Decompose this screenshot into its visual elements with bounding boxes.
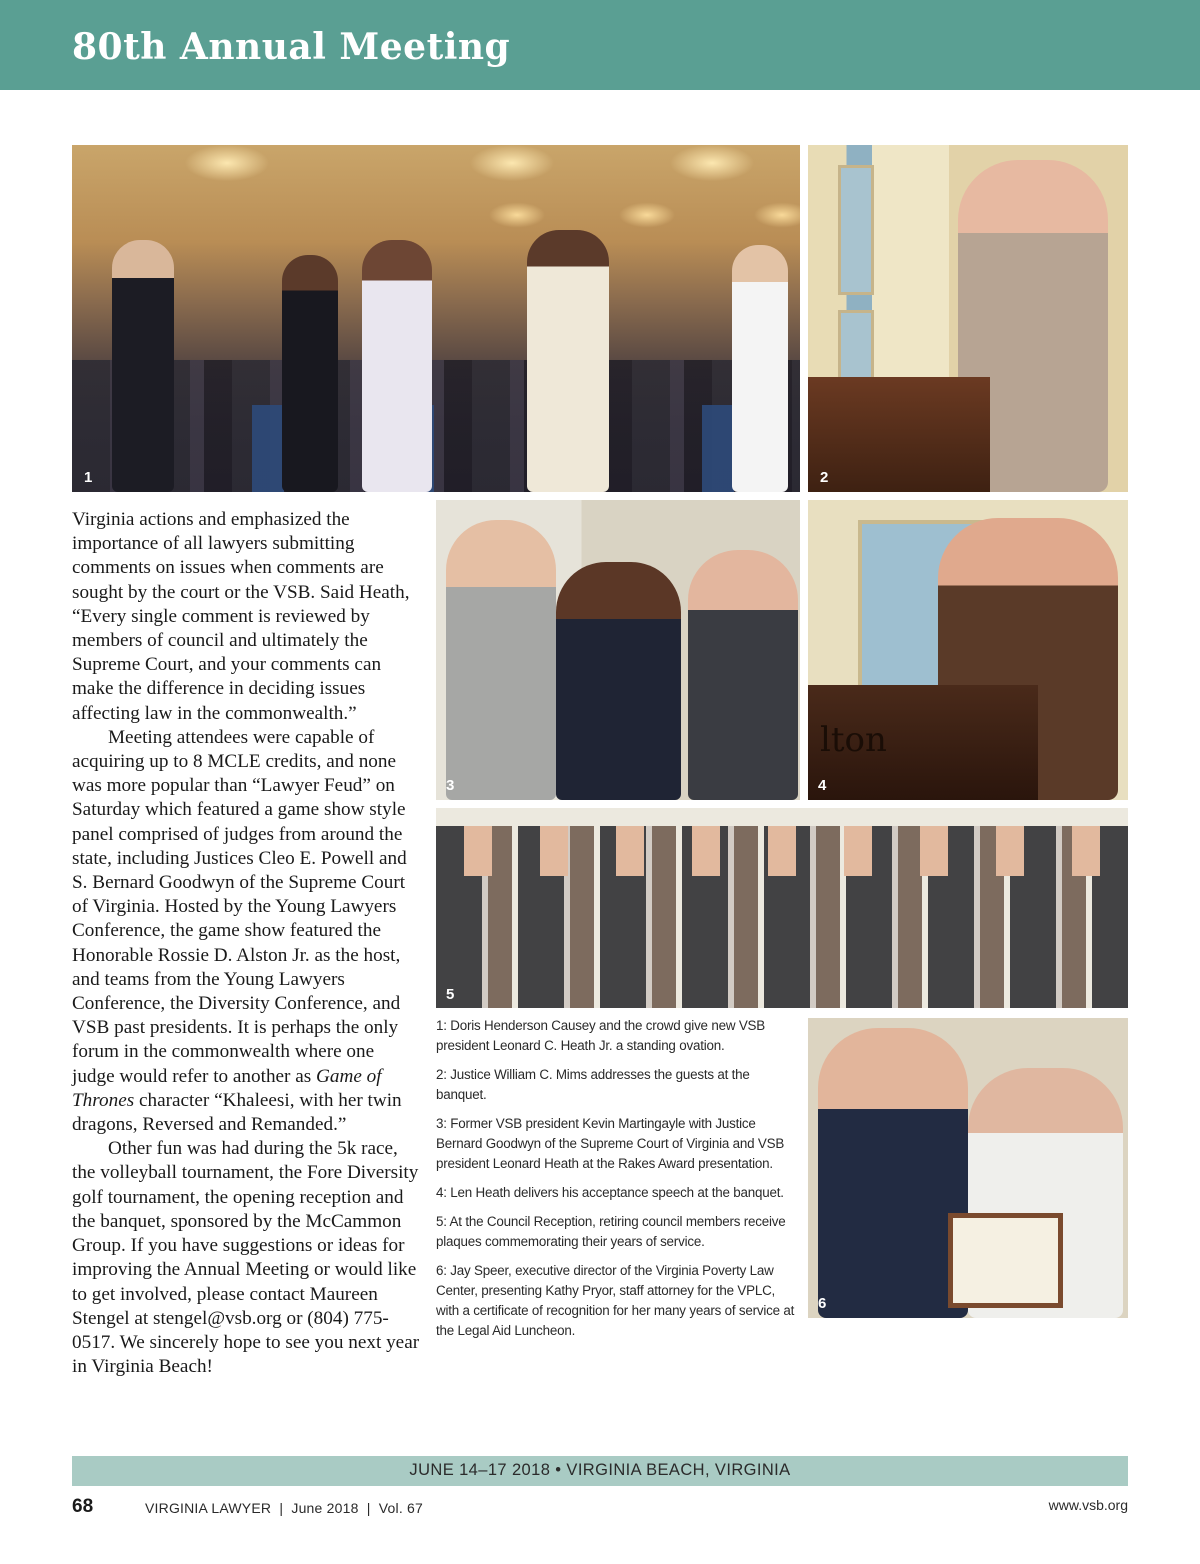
caption: 1: Doris Henderson Causey and the crowd give new VSB president Leonard C. Heath Jr. a standing ovation. — [436, 1018, 766, 1053]
photo-certificate-shape — [948, 1213, 1063, 1308]
header-band — [0, 0, 1200, 90]
podium-sign-text: lton — [820, 720, 887, 760]
photo-figure-shape — [112, 240, 174, 492]
body-paragraph: Other fun was had during the 5k race, the volleyball tournament, the Fore Diversity golf tournament, the opening reception and the banquet, sponsored by the McCammon Group. If you have suggestions or ideas for improving the Annual Meeting or would like to get involved, please contact Maureen Stengel at stengel@vsb.org or (804) 775-0517. We sincerely hope to see you next year in Virginia Beach! — [72, 1138, 420, 1378]
photo-figure-shape — [818, 1028, 968, 1318]
page-title: 80th Annual Meeting — [72, 26, 511, 68]
body-paragraph: Virginia actions and emphasized the importance of all lawyers submitting comments on issues when comments are sought by the court or the VSB. Said Heath, “Every single comment is reviewed by members of council and ultimately the Supreme Court, and your comments can make the difference in deciding issues affecting law in the commonwealth.” — [72, 509, 410, 724]
photo-figure-shape — [556, 562, 681, 800]
photo-figure-shape — [446, 520, 556, 800]
magazine-folio: VIRGINIA LAWYER | June 2018 | Vol. 67 — [145, 1500, 423, 1516]
photo-banquet-standing-ovation — [72, 145, 800, 492]
photo-heads-shape — [436, 826, 1128, 876]
footer-band — [72, 1456, 1128, 1486]
caption: 2: Justice William C. Mims addresses the guests at the banquet. — [436, 1067, 750, 1102]
photo-figure-shape — [688, 550, 798, 800]
photo-figure-shape — [362, 240, 432, 492]
photo-window-shape — [838, 165, 874, 295]
caption: 5: At the Council Reception, retiring council members receive plaques commemorating their years of service. — [436, 1214, 786, 1249]
photo-figure-shape — [732, 245, 788, 492]
photo-figure-shape — [282, 255, 338, 492]
event-dates-location: JUNE 14–17 2018 • VIRGINIA BEACH, VIRGINIA — [409, 1461, 791, 1479]
photo-three-men — [436, 500, 800, 800]
photo-number: 5 — [446, 986, 455, 1003]
photo-certificate-presentation — [808, 1018, 1128, 1318]
body-text-run: character “Khaleesi, with her twin dragons, Reversed and Remanded.” — [72, 1089, 402, 1136]
article-body — [72, 508, 420, 1379]
website-link[interactable]: www.vsb.org — [1048, 1497, 1128, 1513]
caption: 3: Former VSB president Kevin Martingayle with Justice Bernard Goodwyn of the Supreme Court of Virginia and VSB president Leonard Heath at the Rakes Award presentation. — [436, 1116, 785, 1171]
photo-podium-shape — [808, 377, 990, 492]
photo-number: 3 — [446, 777, 455, 794]
page-number: 68 — [72, 1496, 94, 1517]
body-paragraph — [72, 726, 420, 1137]
photo-number: 1 — [84, 469, 93, 486]
photo-figure-shape — [527, 230, 609, 492]
photo-acceptance-speech — [808, 500, 1128, 800]
caption: 6: Jay Speer, executive director of the Virginia Poverty Law Center, presenting Kathy Pryor, staff attorney for the VPLC, with a certificate of recognition for her many years of service at the Legal Aid Luncheon. — [436, 1263, 795, 1338]
photo-speaker-podium — [808, 145, 1128, 492]
photo-council-plaques — [436, 808, 1128, 1008]
caption: 4: Len Heath delivers his acceptance speech at the banquet. — [436, 1185, 784, 1200]
photo-number: 2 — [820, 469, 829, 486]
photo-number: 4 — [818, 777, 827, 794]
photo-captions — [436, 1016, 796, 1350]
body-italic-title: Game of Thrones — [72, 1065, 382, 1111]
body-text-run: Meeting attendees were capable of acquiring up to 8 MCLE credits, and none was more popular than “Lawyer Feud” on Saturday which featured a game show style panel comprised of judges from around the state, including Justices Cleo E. Powell and S. Bernard Goodwyn of the Supreme Court of Virginia. Hosted by the Young Lawyers Conference, the game show featured the Honorable Rossie D. Alston Jr. as the host, and teams from the Young Lawyers Conference, the Diversity Conference, and VSB past presidents. It is perhaps the only forum in the commonwealth where one judge would refer to another as — [72, 726, 407, 1087]
photo-number: 6 — [818, 1295, 827, 1312]
